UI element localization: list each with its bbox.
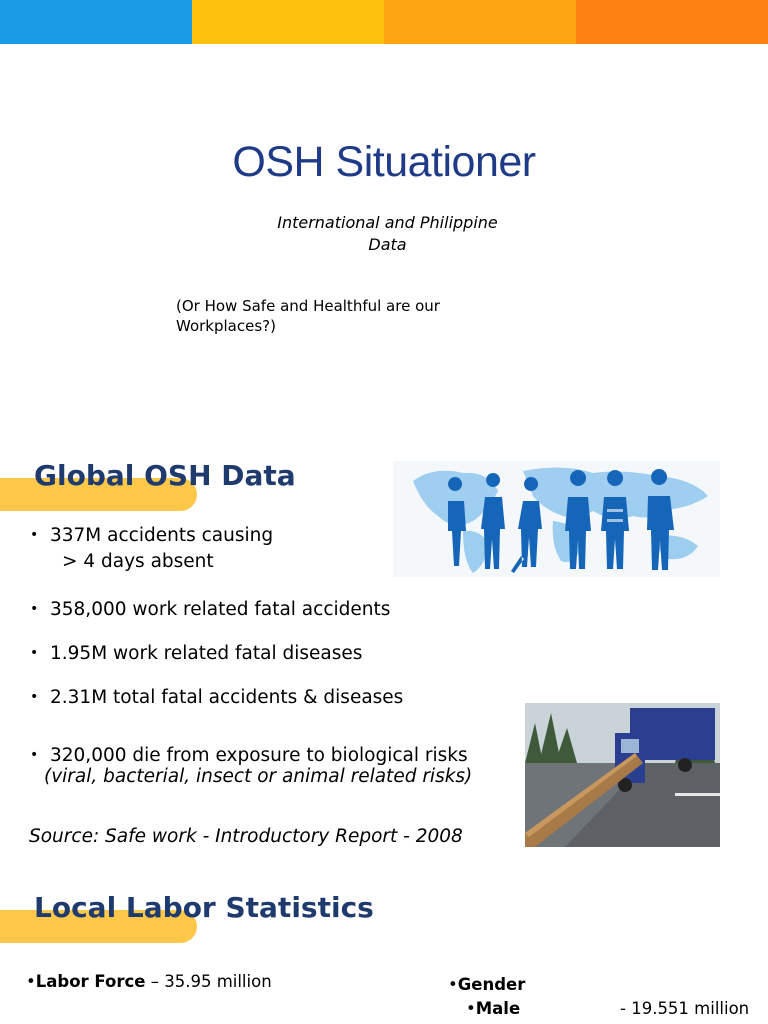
bar-segment-blue bbox=[0, 0, 192, 44]
bullet-text: 2.31M total fatal accidents & diseases bbox=[50, 687, 404, 708]
global-bullet-3 bbox=[30, 640, 362, 667]
global-bullet-5 bbox=[30, 742, 468, 769]
labor-force-value: – 35.95 million bbox=[145, 972, 272, 991]
global-bullet-5-continuation: (viral, bacterial, insect or animal related risks) bbox=[44, 766, 473, 787]
subtitle-line-1: International and Philippine bbox=[277, 213, 498, 232]
bar-segment-dark-orange bbox=[576, 0, 768, 44]
bullet-marker: • bbox=[30, 527, 39, 543]
labor-force-stat bbox=[26, 972, 272, 991]
global-bullet-2 bbox=[30, 596, 390, 623]
top-color-bar bbox=[0, 0, 768, 44]
subtitle bbox=[250, 212, 525, 256]
global-bullet-4 bbox=[30, 684, 403, 711]
bullet-marker: • bbox=[30, 747, 39, 763]
bullet-marker: • bbox=[466, 999, 476, 1018]
bullet-marker: • bbox=[448, 975, 458, 994]
bullet-marker: • bbox=[30, 601, 39, 617]
gender-label: Gender bbox=[457, 975, 526, 994]
male-label: Male bbox=[475, 999, 521, 1018]
tagline bbox=[176, 296, 536, 336]
global-bullet-1-continuation: > 4 days absent bbox=[62, 551, 214, 572]
accident-scene-photo bbox=[525, 703, 720, 847]
bullet-text: 358,000 work related fatal accidents bbox=[50, 599, 391, 620]
workers-world-map-graphic bbox=[393, 461, 720, 577]
bar-segment-yellow bbox=[192, 0, 384, 44]
bullet-text: 320,000 die from exposure to biological risks bbox=[50, 745, 468, 766]
gender-stat bbox=[448, 975, 525, 994]
subtitle-line-2: Data bbox=[368, 235, 407, 254]
global-bullet-1 bbox=[30, 522, 273, 549]
accident-scene-graphic bbox=[525, 703, 720, 847]
section-heading-local: Local Labor Statistics bbox=[34, 891, 374, 924]
male-value: - 19.551 million bbox=[620, 999, 750, 1018]
bullet-text: 1.95M work related fatal diseases bbox=[50, 643, 363, 664]
source-citation: Source: Safe work - Introductory Report - 2008 bbox=[29, 826, 463, 847]
workers-world-map-image bbox=[393, 461, 720, 577]
tagline-line-2: Workplaces?) bbox=[176, 317, 276, 335]
tagline-line-1: (Or How Safe and Healthful are our bbox=[176, 297, 440, 315]
bullet-text: 337M accidents causing bbox=[50, 525, 274, 546]
page-title: OSH Situationer bbox=[232, 138, 536, 186]
bullet-marker: • bbox=[30, 689, 39, 705]
male-stat bbox=[466, 999, 520, 1018]
bullet-marker: • bbox=[26, 972, 36, 991]
bullet-marker: • bbox=[30, 645, 39, 661]
bar-segment-orange bbox=[384, 0, 576, 44]
labor-force-label: Labor Force bbox=[35, 972, 146, 991]
section-heading-global: Global OSH Data bbox=[34, 459, 296, 492]
